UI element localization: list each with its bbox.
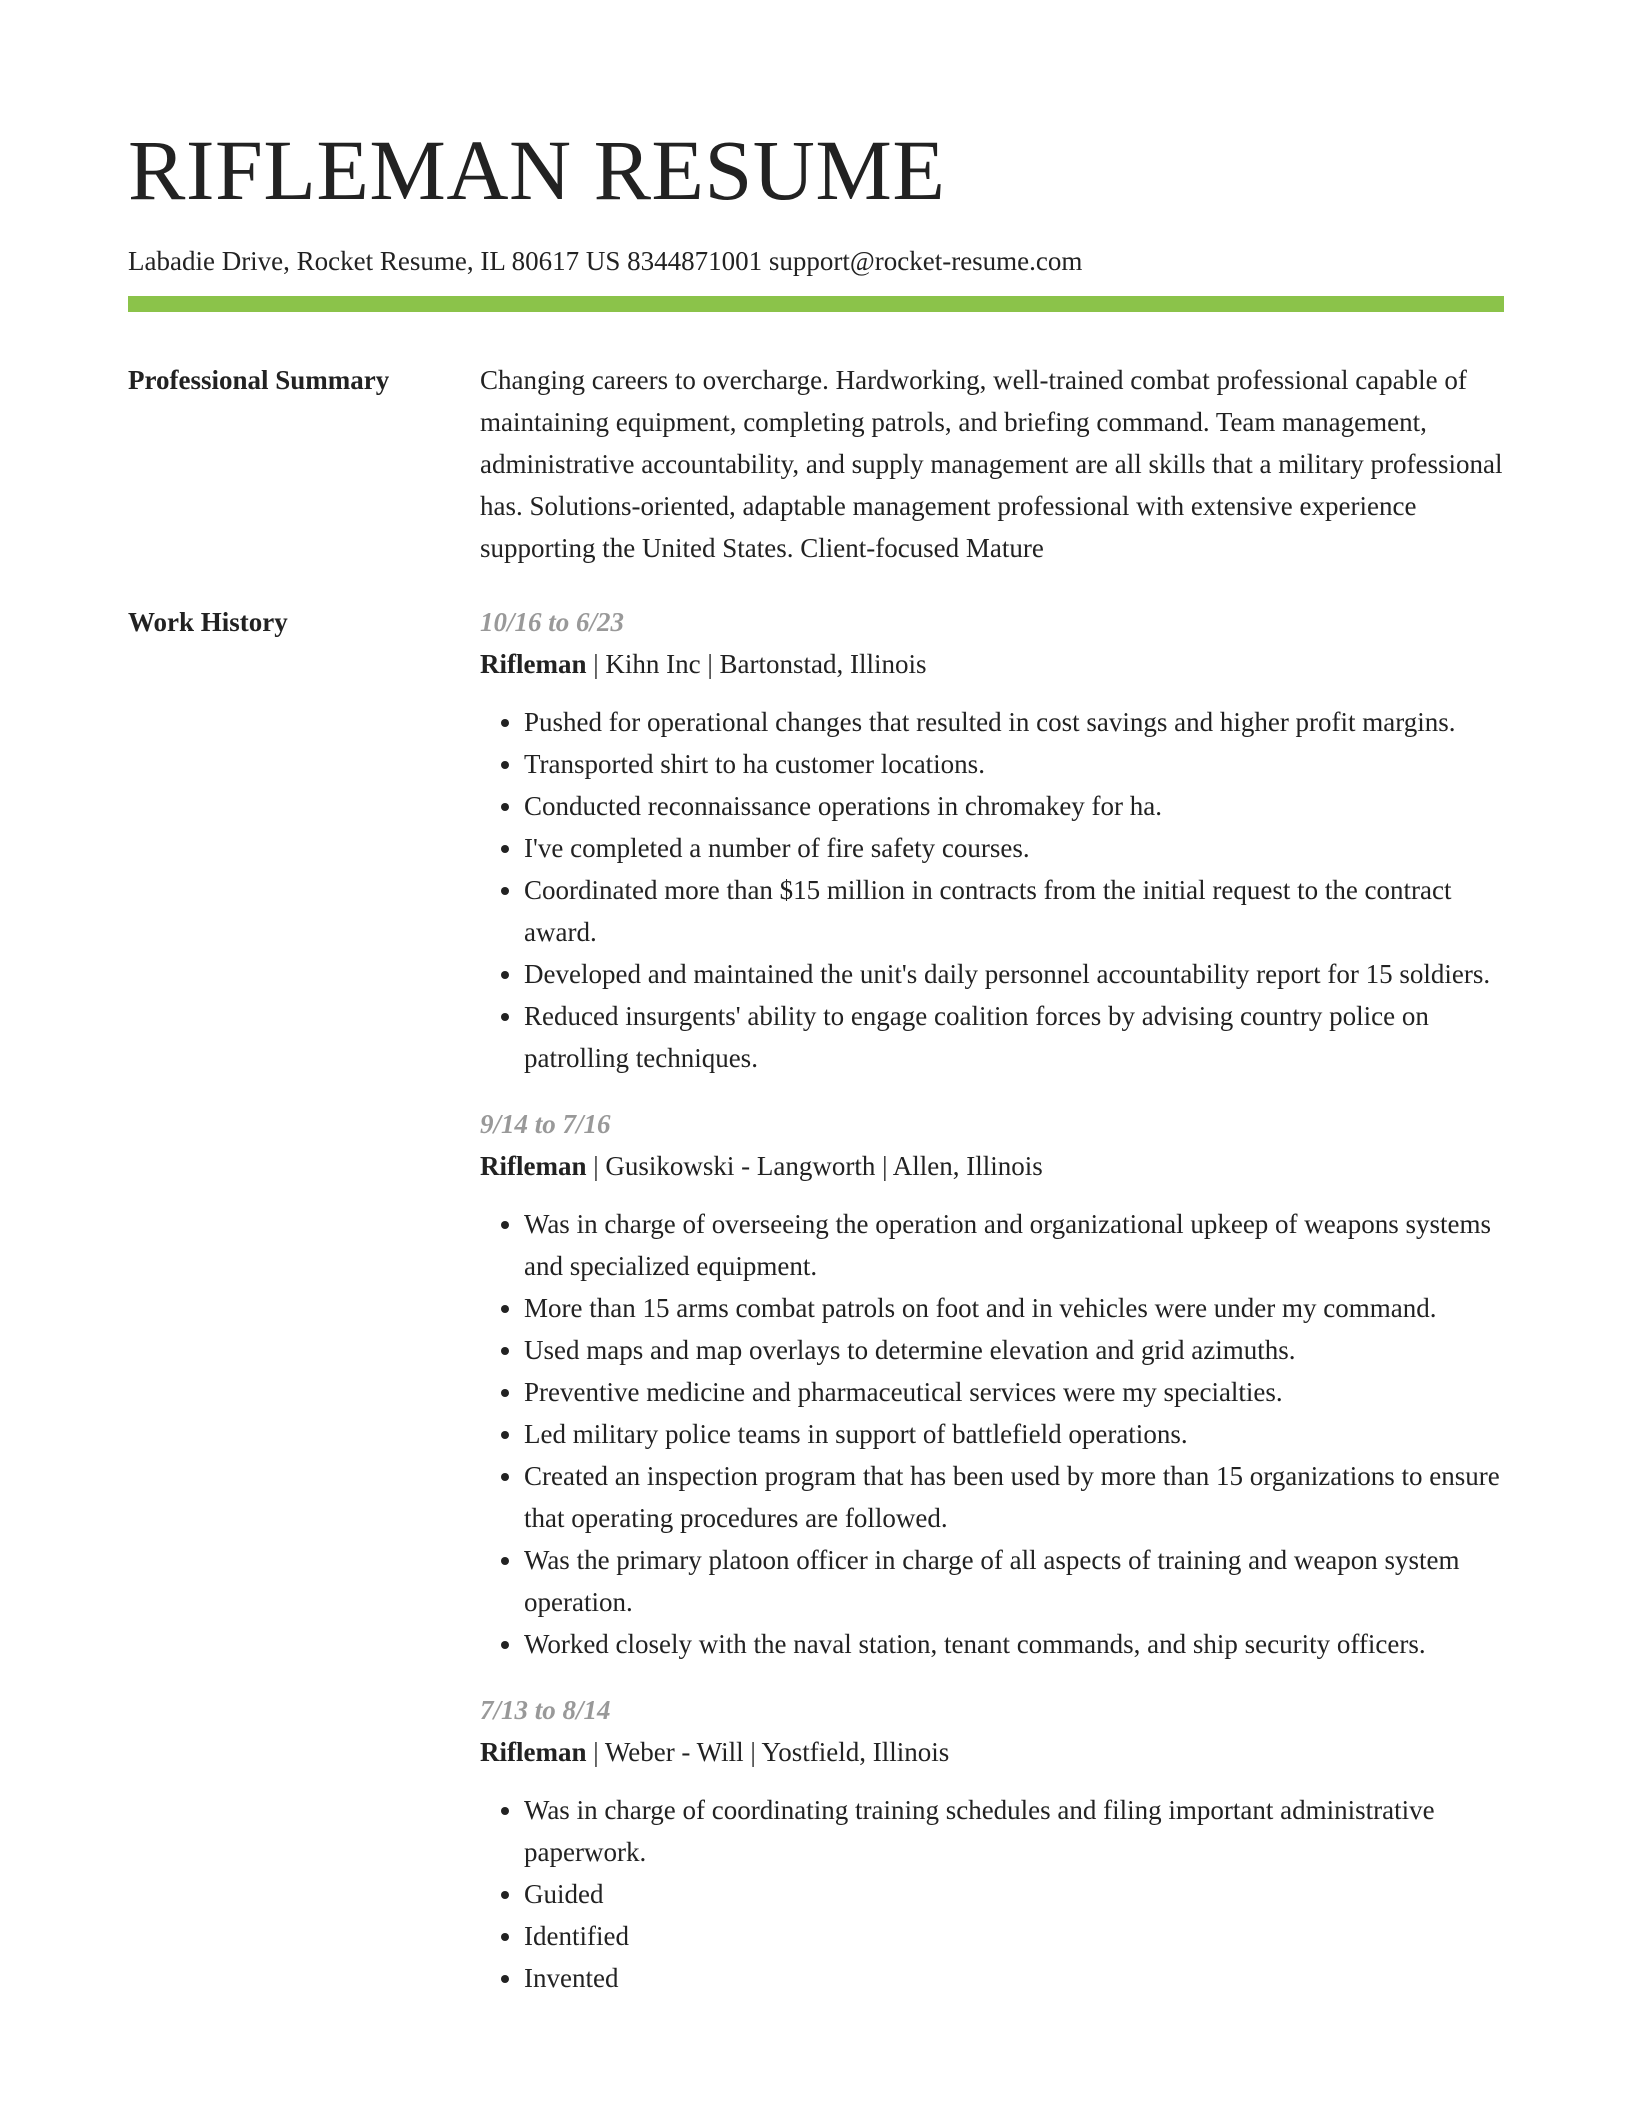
job-bullet: • Developed and maintained the unit's daily personnel accountability report for 15 soldiers. [524, 953, 1504, 995]
job-bullet-list [480, 701, 1504, 1079]
section-label-professional-summary: Professional Summary [128, 365, 390, 395]
job-entry [480, 1689, 1504, 1999]
professional-summary-section [128, 359, 1504, 569]
job-bullet: • I've completed a number of fire safety courses. [524, 827, 1504, 869]
resume-page [128, 0, 1504, 2023]
job-bullet-list [480, 1789, 1504, 1999]
job-bullet: • Used maps and map overlays to determine elevation and grid azimuths. [524, 1329, 1504, 1371]
job-heading [480, 1731, 1504, 1773]
resume-title: RIFLEMAN RESUME [128, 122, 946, 218]
job-bullet: • Transported shirt to ha customer locations. [524, 743, 1504, 785]
summary-text: Changing careers to overcharge. Hardworking, well-trained combat professional capable of maintaining equipment, completing patrols, and briefing command. Team management, administrative accountability, and supply management are all skills that a military professional has. Solutions-oriented, adaptable management professional with extensive experience supporting the United States. Client-focused Mature [480, 365, 1503, 563]
job-bullet: • Identified [524, 1915, 1504, 1957]
job-dates: 7/13 to 8/14 [480, 1695, 611, 1725]
job-bullet: • Was in charge of coordinating training schedules and filing important administrative paperwork. [524, 1789, 1504, 1873]
job-bullet: • Led military police teams in support of battlefield operations. [524, 1413, 1504, 1455]
job-bullet: • Was in charge of overseeing the operation and organizational upkeep of weapons systems and specialized equipment. [524, 1203, 1504, 1287]
job-bullet: • Was the primary platoon officer in charge of all aspects of training and weapon system operation. [524, 1539, 1504, 1623]
job-details: | Weber - Will | Yostfield, Illinois [586, 1737, 950, 1767]
work-history-section [128, 601, 1504, 2023]
job-title: Rifleman [480, 1737, 587, 1767]
job-title: Rifleman [480, 1151, 587, 1181]
job-bullet: • Created an inspection program that has been used by more than 15 organizations to ensure that operating procedures are followed. [524, 1455, 1504, 1539]
job-bullet: • Guided [524, 1873, 1504, 1915]
job-details: | Kihn Inc | Bartonstad, Illinois [586, 649, 927, 679]
summary-body [480, 359, 1504, 569]
section-label-work-history: Work History [128, 607, 288, 637]
job-entry [480, 601, 1504, 1079]
contact-line: Labadie Drive, Rocket Resume, IL 80617 US 8344871001 support@rocket-resume.com [128, 246, 1083, 276]
job-bullet: • Conducted reconnaissance operations in chromakey for ha. [524, 785, 1504, 827]
job-bullet: • Pushed for operational changes that resulted in cost savings and higher profit margins. [524, 701, 1504, 743]
job-bullet: • Coordinated more than $15 million in contracts from the initial request to the contract award. [524, 869, 1504, 953]
work-history-body [480, 601, 1504, 2023]
job-bullet-list [480, 1203, 1504, 1665]
job-dates: 9/14 to 7/16 [480, 1109, 611, 1139]
job-title: Rifleman [480, 649, 587, 679]
job-dates: 10/16 to 6/23 [480, 607, 625, 637]
job-heading [480, 1145, 1504, 1187]
job-bullet: • Preventive medicine and pharmaceutical services were my specialties. [524, 1371, 1504, 1413]
job-bullet: • Invented [524, 1957, 1504, 1999]
job-bullet: • Reduced insurgents' ability to engage coalition forces by advising country police on patrolling techniques. [524, 995, 1504, 1079]
job-bullet: • More than 15 arms combat patrols on foot and in vehicles were under my command. [524, 1287, 1504, 1329]
job-bullet: • Worked closely with the naval station, tenant commands, and ship security officers. [524, 1623, 1504, 1665]
job-entry [480, 1103, 1504, 1665]
header-divider [128, 296, 1504, 312]
job-details: | Gusikowski - Langworth | Allen, Illinois [586, 1151, 1043, 1181]
job-heading [480, 643, 1504, 685]
